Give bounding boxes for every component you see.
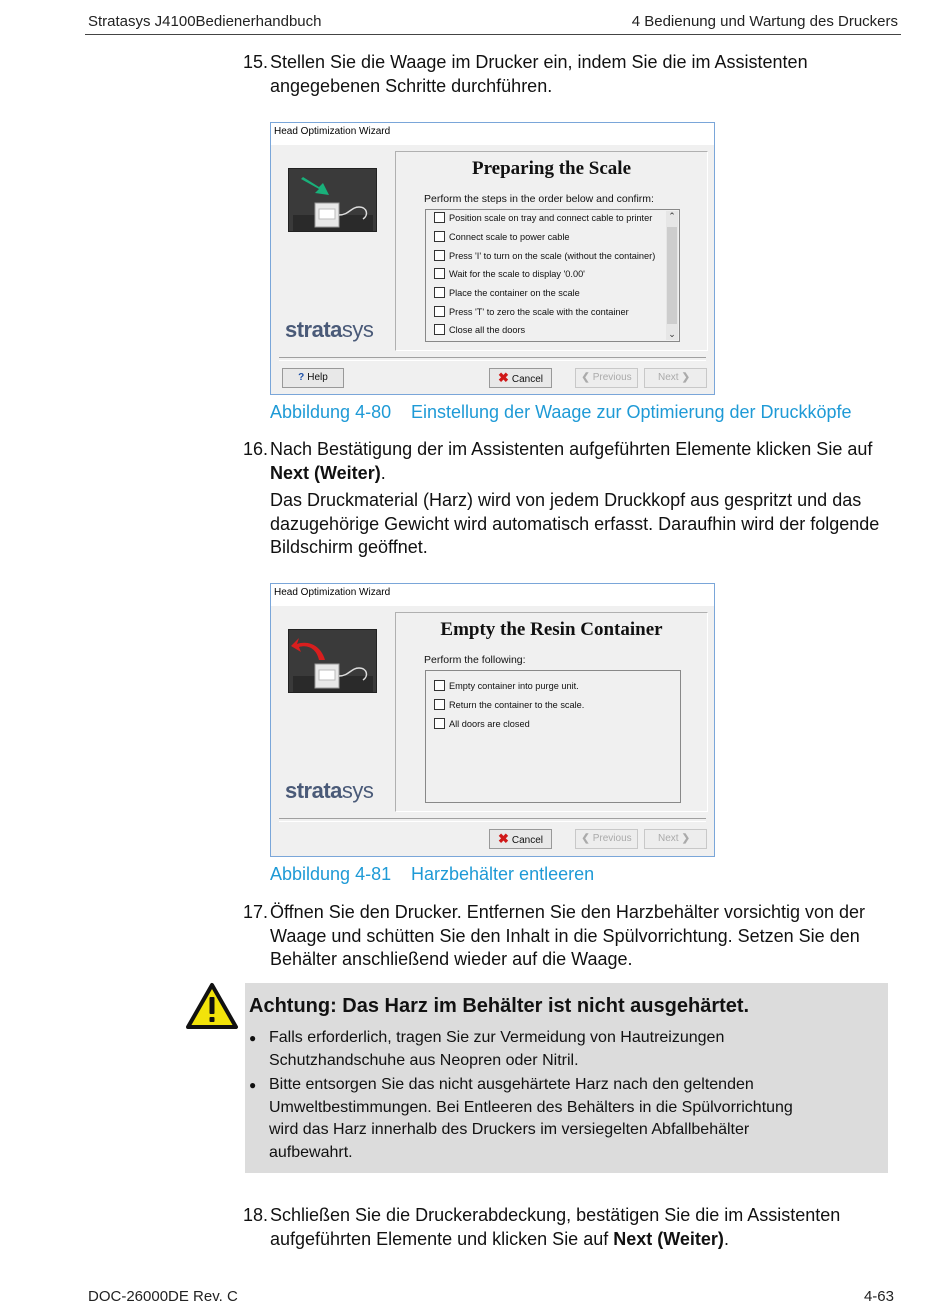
checklist-item[interactable] (434, 287, 580, 301)
figure-caption (270, 402, 852, 423)
header-rule (85, 34, 901, 35)
checklist-item[interactable] (434, 231, 570, 245)
next-button[interactable] (644, 368, 707, 388)
checklist-item-label: Wait for the scale to display '0.00' (449, 269, 585, 279)
scroll-up-icon[interactable]: ⌃ (668, 211, 676, 221)
checkbox[interactable] (434, 324, 445, 335)
wizard-separator (279, 357, 706, 361)
wizard-preparing-scale (270, 122, 715, 395)
step-text-line (270, 462, 386, 486)
bullet-line: aufbewahrt. (269, 1143, 353, 1161)
next-button[interactable] (644, 829, 707, 849)
bold-term: Next (Weiter) (270, 462, 381, 483)
help-button-label: Help (307, 372, 328, 383)
checklist-item-label: Empty container into purge unit. (449, 681, 579, 691)
step-text-line: Schließen Sie die Druckerabdeckung, bestätigen Sie die im Assistenten (270, 1205, 841, 1225)
bullet-line: Falls erforderlich, tragen Sie zur Vermeidung von Hautreizungen (269, 1029, 725, 1046)
step-text-line: Nach Bestätigung der im Assistenten aufgeführten Elemente klicken Sie auf (270, 439, 873, 459)
bullet-line: Bitte entsorgen Sie das nicht ausgehärtete Harz nach den geltenden (269, 1076, 754, 1093)
figure-caption-text: Einstellung der Waage zur Optimierung der Druckköpfe (411, 402, 852, 422)
caution-title: Achtung: Das Harz im Behälter ist nicht ausgehärtet. (249, 995, 750, 1017)
checklist-item[interactable] (434, 680, 579, 694)
chevron-right-icon: ❯ (681, 833, 690, 844)
checklist-item[interactable] (434, 324, 525, 338)
checkbox[interactable] (434, 212, 445, 223)
window-title: Head Optimization Wizard (274, 126, 391, 137)
scale-photo (288, 629, 377, 693)
bullet-dot: ● (249, 1031, 257, 1045)
checkbox[interactable] (434, 718, 445, 729)
wizard-instruction: Perform the steps in the order below and confirm: (424, 193, 654, 205)
step-16-paragraph (270, 489, 910, 560)
wizard-content-panel (395, 151, 708, 351)
checklist-item-label: Position scale on tray and connect cable to printer (449, 213, 653, 223)
step-number: 17. (243, 902, 269, 922)
cancel-button[interactable] (489, 368, 552, 388)
wizard-empty-resin (270, 583, 715, 857)
header-title: Stratasys J4100Bedienerhandbuch (88, 13, 322, 30)
cancel-button-label: Cancel (511, 835, 544, 846)
checklist-item[interactable] (434, 306, 629, 320)
window-title: Head Optimization Wizard (274, 587, 391, 598)
page-number: 4-63 (863, 1288, 894, 1305)
help-button[interactable] (282, 368, 344, 388)
checklist-item[interactable] (434, 250, 655, 264)
step-number: 16. (243, 439, 269, 459)
warning-icon (185, 982, 239, 1030)
wizard-instruction: Perform the following: (424, 654, 526, 666)
punctuation: . (723, 1228, 729, 1249)
next-button-label: Next (658, 372, 679, 383)
checklist (425, 670, 681, 803)
wizard-content-panel (395, 612, 708, 812)
figure-caption-text: Harzbehälter entleeren (411, 864, 595, 884)
figure-label: Abbildung 4-81 (270, 864, 392, 884)
previous-button-label: Previous (592, 833, 632, 844)
figure-caption (270, 864, 594, 885)
checkbox[interactable] (434, 268, 445, 279)
step-text-line: Waage und schütten Sie den Inhalt in die Spülvorrichtung. Setzen Sie den (270, 925, 860, 946)
bullet-line: Schutzhandschuhe aus Neopren oder Nitril. (269, 1051, 579, 1069)
chevron-left-icon: ❮ (581, 372, 590, 383)
question-icon: ? (298, 372, 305, 383)
wizard-body (271, 145, 714, 394)
checklist-item-label: Connect scale to power cable (449, 232, 570, 242)
punctuation: . (380, 462, 386, 483)
paragraph-line: Das Druckmaterial (Harz) wird von jedem Druckkopf aus gespritzt und das (270, 490, 862, 510)
checkbox[interactable] (434, 250, 445, 261)
checklist-item-label: Return the container to the scale. (449, 700, 585, 710)
checklist-item[interactable] (434, 699, 584, 713)
checklist-item-label: Place the container on the scale (449, 288, 580, 298)
previous-button[interactable] (575, 368, 638, 388)
step-text: aufgeführten Elemente und klicken Sie auf (270, 1228, 614, 1249)
caution-box (245, 983, 888, 1173)
next-button-label: Next (658, 833, 679, 844)
scroll-down-icon[interactable]: ⌄ (668, 329, 676, 339)
bold-term: Next (Weiter) (613, 1228, 724, 1249)
scroll-thumb[interactable] (667, 227, 677, 324)
footer-doc-id: DOC-26000DE Rev. C (88, 1288, 238, 1305)
step-number: 15. (243, 52, 269, 72)
close-icon: ✖ (497, 370, 509, 385)
step-text-line: Stellen Sie die Waage im Drucker ein, indem Sie die im Assistenten (270, 52, 808, 72)
checkbox[interactable] (434, 680, 445, 691)
checklist-item-label: Press 'T' to zero the scale with the container (449, 307, 629, 317)
bullet-line: wird das Harz innerhalb des Druckers im versiegelten Abfallbehälter (269, 1121, 750, 1138)
paragraph-line: dazugehörige Gewicht wird automatisch erfasst. Daraufhin wird der folgende (270, 513, 880, 534)
checkbox[interactable] (434, 231, 445, 242)
previous-button-label: Previous (592, 372, 632, 383)
checklist-item-label: All doors are closed (449, 719, 530, 729)
stratasys-logo: stratasys (285, 317, 374, 342)
checkbox[interactable] (434, 287, 445, 298)
paragraph-line: Bildschirm geöffnet. (270, 537, 428, 557)
chevron-left-icon: ❮ (581, 833, 590, 844)
checkbox[interactable] (434, 699, 445, 710)
wizard-separator (279, 818, 706, 822)
stratasys-logo: stratasys (285, 778, 374, 803)
step-number: 18. (243, 1205, 269, 1225)
bullet-dot: ● (249, 1078, 257, 1092)
step-text-line: Behälter anschließend wieder auf die Waage. (270, 949, 633, 969)
previous-button[interactable] (575, 829, 638, 849)
wizard-body (271, 606, 714, 856)
checklist-item[interactable] (434, 268, 585, 282)
wizard-heading: Empty the Resin Container (440, 619, 663, 640)
step-text-line (270, 1228, 729, 1252)
scrollbar[interactable] (666, 211, 678, 340)
step-text-line: Öffnen Sie den Drucker. Entfernen Sie den Harzbehälter vorsichtig von der (270, 902, 866, 922)
checklist (425, 209, 680, 342)
wizard-heading: Preparing the Scale (471, 158, 631, 179)
header-chapter: 4 Bedienung und Wartung des Druckers (631, 13, 898, 30)
checkbox[interactable] (434, 306, 445, 317)
step-text-line: angegebenen Schritte durchführen. (270, 75, 553, 96)
checklist-item-label: Close all the doors (449, 325, 526, 335)
close-icon: ✖ (497, 831, 509, 846)
scale-photo (288, 168, 377, 232)
cancel-button[interactable] (489, 829, 552, 849)
chevron-right-icon: ❯ (681, 372, 690, 383)
checklist-item[interactable] (434, 212, 652, 226)
checklist-item-label: Press 'I' to turn on the scale (without the container) (449, 251, 656, 261)
bullet-line: Umweltbestimmungen. Bei Entleeren des Behälters in die Spülvorrichtung (269, 1098, 793, 1116)
figure-label: Abbildung 4-80 (270, 402, 392, 422)
checklist-item[interactable] (434, 718, 530, 732)
cancel-button-label: Cancel (511, 374, 544, 385)
